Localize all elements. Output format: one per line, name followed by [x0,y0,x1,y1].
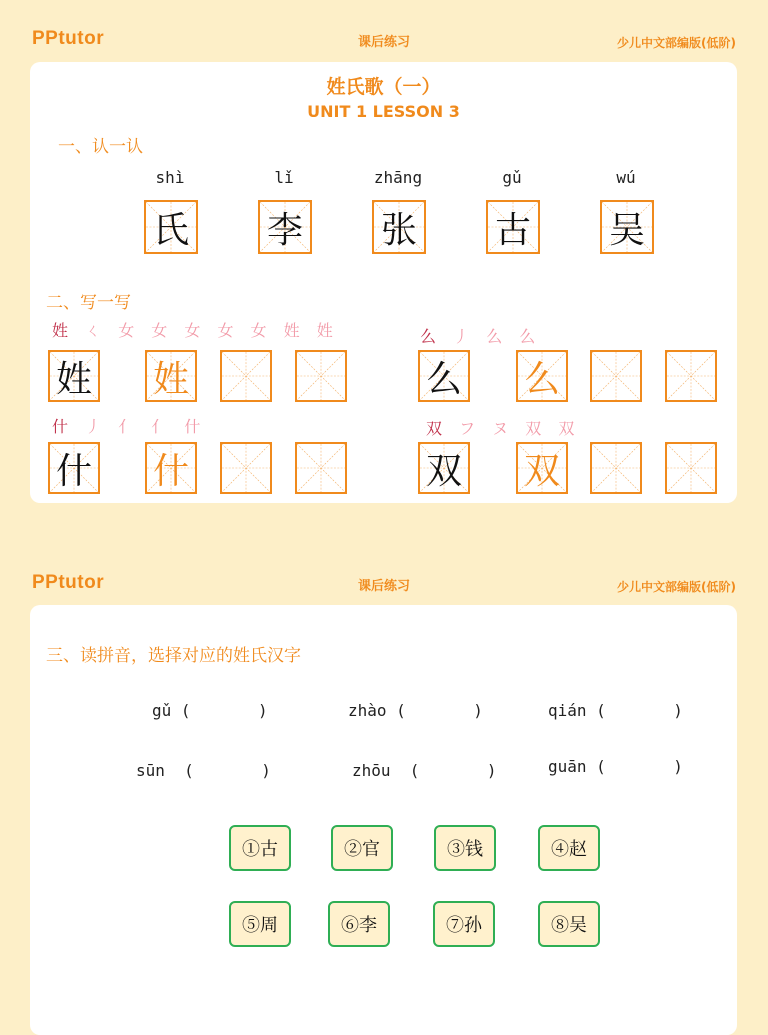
character-box: 氏 [144,200,198,254]
pinyin-label: wú [616,168,636,187]
model-character-box: 么 [418,350,470,402]
lesson-title: 姓氏歌（一） [326,76,441,98]
worksheet-card-1 [30,62,737,503]
question-item: zhào ( ) [348,701,483,720]
writing-box[interactable] [665,442,717,494]
writing-box[interactable] [220,442,272,494]
model-character-box: 双 [418,442,470,494]
worksheet-card-2 [30,605,737,1035]
grid-guide-lines [297,444,345,492]
character-box: 李 [258,200,312,254]
page1-header [0,18,768,58]
trace-character-box: 姓 [145,350,197,402]
answer-option[interactable]: ②官 [331,825,393,871]
grid-guide-lines [592,444,640,492]
pinyin-label: shì [155,168,185,187]
writing-box[interactable] [665,350,717,402]
question-item: sūn ( ) [136,761,271,780]
question-item: qián ( ) [548,701,683,720]
header-right-text: 少儿中文部编版(低阶) [617,36,736,50]
answer-option[interactable]: ⑧吴 [538,901,600,947]
writing-box[interactable] [295,442,347,494]
answer-option[interactable]: ⑦孙 [433,901,495,947]
page2-header [0,562,768,602]
question-item: guān ( ) [548,757,683,776]
pptutor-logo: PPtutor [32,28,105,49]
answer-option[interactable]: ④赵 [538,825,600,871]
character-box: 张 [372,200,426,254]
stroke-order: 姓 ㄑ 女 女 女 女 女 姓 姓 [52,321,339,340]
grid-guide-lines [297,352,345,400]
grid-guide-lines [222,352,270,400]
answer-option[interactable]: ①古 [229,825,291,871]
trace-character-box: 什 [145,442,197,494]
grid-guide-lines [592,352,640,400]
writing-box[interactable] [590,350,642,402]
model-character-box: 什 [48,442,100,494]
answer-option[interactable]: ⑥李 [328,901,390,947]
section-1-heading: 一、认一认 [58,137,143,157]
grid-guide-lines [667,352,715,400]
section-2-heading: 二、写一写 [46,293,131,313]
section-3-heading: 三、读拼音，选择对应的姓氏汉字 [46,646,301,666]
trace-character-box: 双 [516,442,568,494]
writing-box[interactable] [220,350,272,402]
stroke-order: 双 フ ヌ 双 双 [426,419,581,438]
lesson-subtitle: UNIT 1 LESSON 3 [307,102,460,121]
header-center-text: 课后练习 [357,579,410,594]
writing-box[interactable] [295,350,347,402]
model-character-box: 姓 [48,350,100,402]
grid-guide-lines [667,444,715,492]
header-center-text: 课后练习 [357,35,410,50]
character-box: 吴 [600,200,654,254]
answer-option[interactable]: ⑤周 [229,901,291,947]
stroke-order: 么 丿 么 么 [420,327,542,346]
header-right-text: 少儿中文部编版(低阶) [617,580,736,594]
writing-box[interactable] [590,442,642,494]
pptutor-logo: PPtutor [32,572,105,593]
pinyin-label: gǔ [502,168,522,187]
grid-guide-lines [222,444,270,492]
question-item: gǔ ( ) [152,701,268,720]
pinyin-label: lǐ [274,168,294,187]
pinyin-label: zhāng [373,168,423,187]
trace-character-box: 么 [516,350,568,402]
stroke-order: 什 丿 亻 亻 什 [52,417,207,436]
question-item: zhōu ( ) [352,761,497,780]
character-box: 古 [486,200,540,254]
answer-option[interactable]: ③钱 [434,825,496,871]
